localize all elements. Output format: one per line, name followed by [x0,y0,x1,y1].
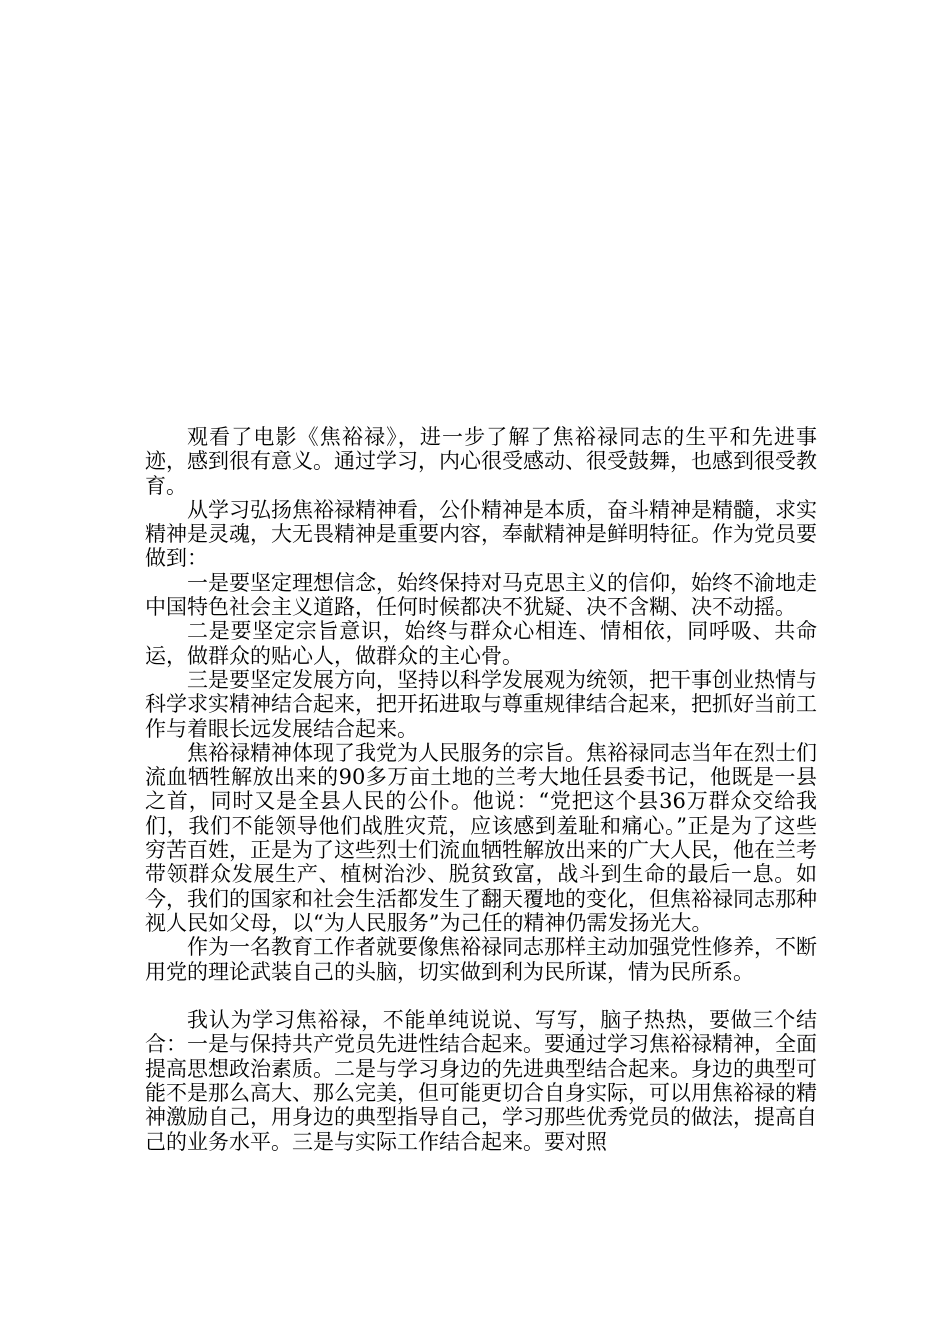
paragraph-7: 作为一名教育工作者就要像焦裕禄同志那样主动加强党性修养，不断用党的理论武装自己的头脑，切实做到利为民所谋，情为民所系。 [145,935,817,984]
paragraph-6: 焦裕禄精神体现了我党为人民服务的宗旨。焦裕禄同志当年在烈士们流血牺牲解放出来的90多万亩土地的兰考大地任县委书记，他既是一县之首，同时又是全县人民的公仆。他说：“党把这个县36万群众交给我们，我们不能领导他们战胜灾荒，应该感到羞耻和痛心。”正是为了这些穷苦百姓，正是为了这些烈士们流血牺牲解放出来的广大人民，他在兰考带领群众发展生产、植树治沙、脱贫致富，战斗到生命的最后一息。如今，我们的国家和社会生活都发生了翻天覆地的变化，但焦裕禄同志那种视人民如父母，以“为人民服务”为己任的精神仍需发扬光大。 [145,740,817,935]
paragraph-2: 从学习弘扬焦裕禄精神看，公仆精神是本质，奋斗精神是精髓，求实精神是灵魂，大无畏精神是重要内容，奉献精神是鲜明特征。作为党员要做到： [145,497,817,571]
document-body [145,425,817,1154]
paragraph-1: 观看了电影《焦裕禄》，进一步了解了焦裕禄同志的生平和先进事迹，感到很有意义。通过学习，内心很受感动、很受鼓舞，也感到很受教育。 [145,425,817,498]
paragraph-4: 二是要坚定宗旨意识，始终与群众心相连、情相依，同呼吸、共命运，做群众的贴心人，做群众的主心骨。 [145,619,817,668]
paragraph-5: 三是要坚定发展方向，坚持以科学发展观为统领，把干事创业热情与科学求实精神结合起来，把开拓进取与尊重规律结合起来，把抓好当前工作与着眼长远发展结合起来。 [145,667,817,741]
paragraph-spacer [145,984,817,1008]
paragraph-3: 一是要坚定理想信念，始终保持对马克思主义的信仰，始终不渝地走中国特色社会主义道路，任何时候都决不犹疑、决不含糊、决不动摇。 [145,570,817,620]
paragraph-8: 我认为学习焦裕禄，不能单纯说说、写写，脑子热热，要做三个结合：一是与保持共产党员先进性结合起来。要通过学习焦裕禄精神，全面提高思想政治素质。二是与学习身边的先进典型结合起来。身边的典型可能不是那么高大、那么完美，但可能更切合自身实际，可以用焦裕禄的精神激励自己，用身边的典型指导自己，学习那些优秀党员的做法，提高自己的业务水平。三是与实际工作结合起来。要对照 [145,1008,817,1154]
